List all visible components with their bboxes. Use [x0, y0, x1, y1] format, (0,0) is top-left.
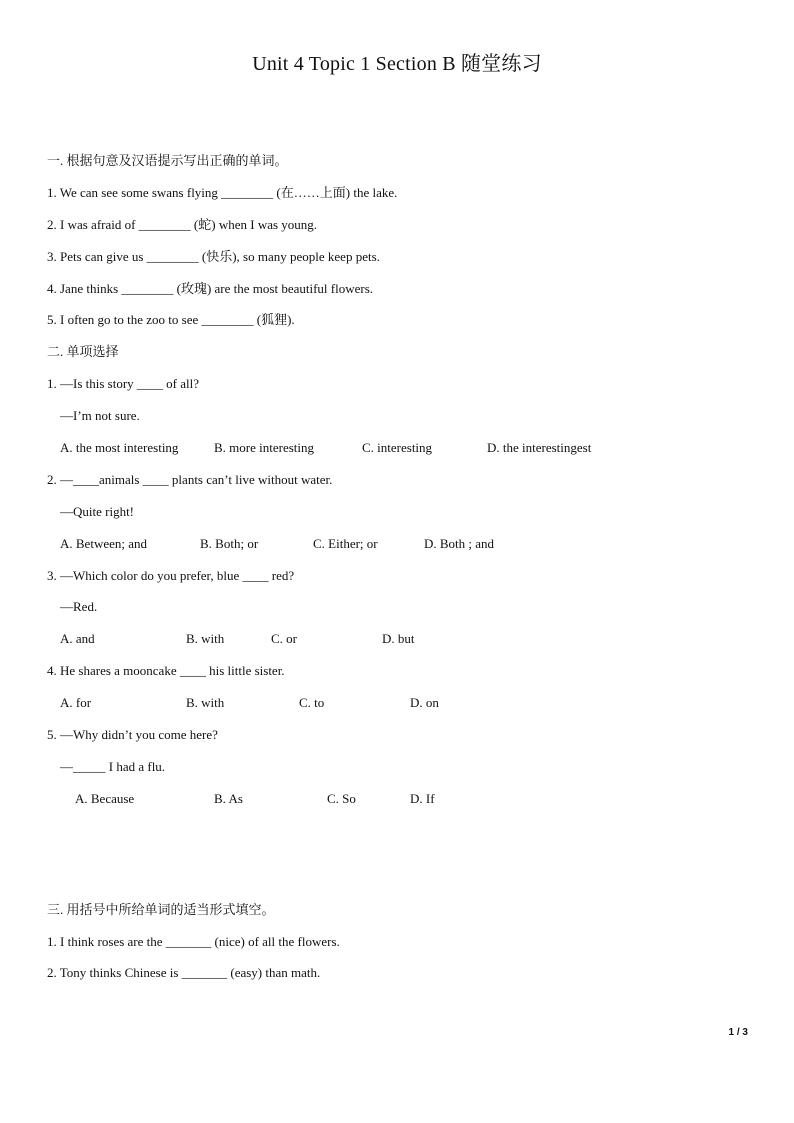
question-reply: —Quite right!: [60, 503, 135, 519]
option-a: A. for: [60, 695, 92, 711]
fill-in-item: 2. Tony thinks Chinese is _______ (easy) than math.: [47, 965, 321, 981]
fill-in-item: 2. I was afraid of ________ (蛇) when I was young.: [47, 216, 318, 232]
page-number: 1 / 3: [728, 1027, 748, 1038]
spacer: [47, 823, 747, 902]
fill-in-item: 4. Jane thinks ________ (玫瑰) are the most beautiful flowers.: [47, 280, 374, 296]
option-d: D. If: [410, 790, 435, 806]
option-a: A. Between; and: [60, 535, 148, 551]
fill-in-item: 3. Pets can give us ________ (快乐), so many people keep pets.: [47, 248, 380, 264]
page-title: Unit 4 Topic 1 Section B 随堂练习: [252, 53, 542, 75]
option-row: [47, 631, 747, 647]
option-row: [47, 440, 747, 456]
question-reply: —_____ I had a flu.: [60, 758, 166, 774]
option-c: C. So: [327, 790, 356, 806]
option-c: C. interesting: [362, 440, 433, 456]
option-b: B. more interesting: [214, 440, 315, 456]
section-heading: 三. 用括号中所给单词的适当形式填空。: [47, 901, 275, 917]
option-row: [47, 695, 747, 711]
fill-in-item: 1. We can see some swans flying ________ (在……上面) the lake.: [47, 184, 398, 200]
fill-in-item: 5. I often go to the zoo to see ________ (狐狸).: [47, 312, 295, 328]
option-d: D. Both ; and: [424, 535, 495, 551]
option-a: A. and: [60, 631, 95, 647]
option-a: A. Because: [75, 790, 135, 806]
option-b: B. As: [214, 790, 243, 806]
option-c: C. Either; or: [313, 535, 378, 551]
option-b: B. with: [186, 695, 225, 711]
option-b: B. with: [186, 631, 225, 647]
option-d: D. on: [410, 695, 439, 711]
option-d: D. but: [382, 631, 415, 647]
option-b: B. Both; or: [200, 535, 259, 551]
question-stem: 1. —Is this story ____ of all?: [47, 376, 200, 392]
question-reply: —I’m not sure.: [60, 408, 140, 424]
question-stem: 3. —Which color do you prefer, blue ____ red?: [47, 567, 295, 583]
question-stem: 4. He shares a mooncake ____ his little sister.: [47, 663, 285, 679]
question-reply: —Red.: [60, 599, 98, 615]
option-c: C. or: [271, 631, 297, 647]
option-a: A. the most interesting: [60, 440, 179, 456]
option-row: [47, 536, 747, 552]
section-heading: 一. 根据句意及汉语提示写出正确的单词。: [47, 153, 288, 168]
question-stem: 2. —____animals ____ plants can’t live without water.: [47, 471, 333, 487]
section-heading: 二. 单项选择: [47, 344, 119, 360]
question-stem: 5. —Why didn’t you come here?: [47, 727, 218, 743]
option-d: D. the interestingest: [487, 440, 592, 456]
option-row: [47, 791, 747, 807]
option-c: C. to: [299, 695, 325, 711]
worksheet-body: [47, 153, 747, 997]
fill-in-item: 1. I think roses are the _______ (nice) of all the flowers.: [47, 933, 340, 949]
